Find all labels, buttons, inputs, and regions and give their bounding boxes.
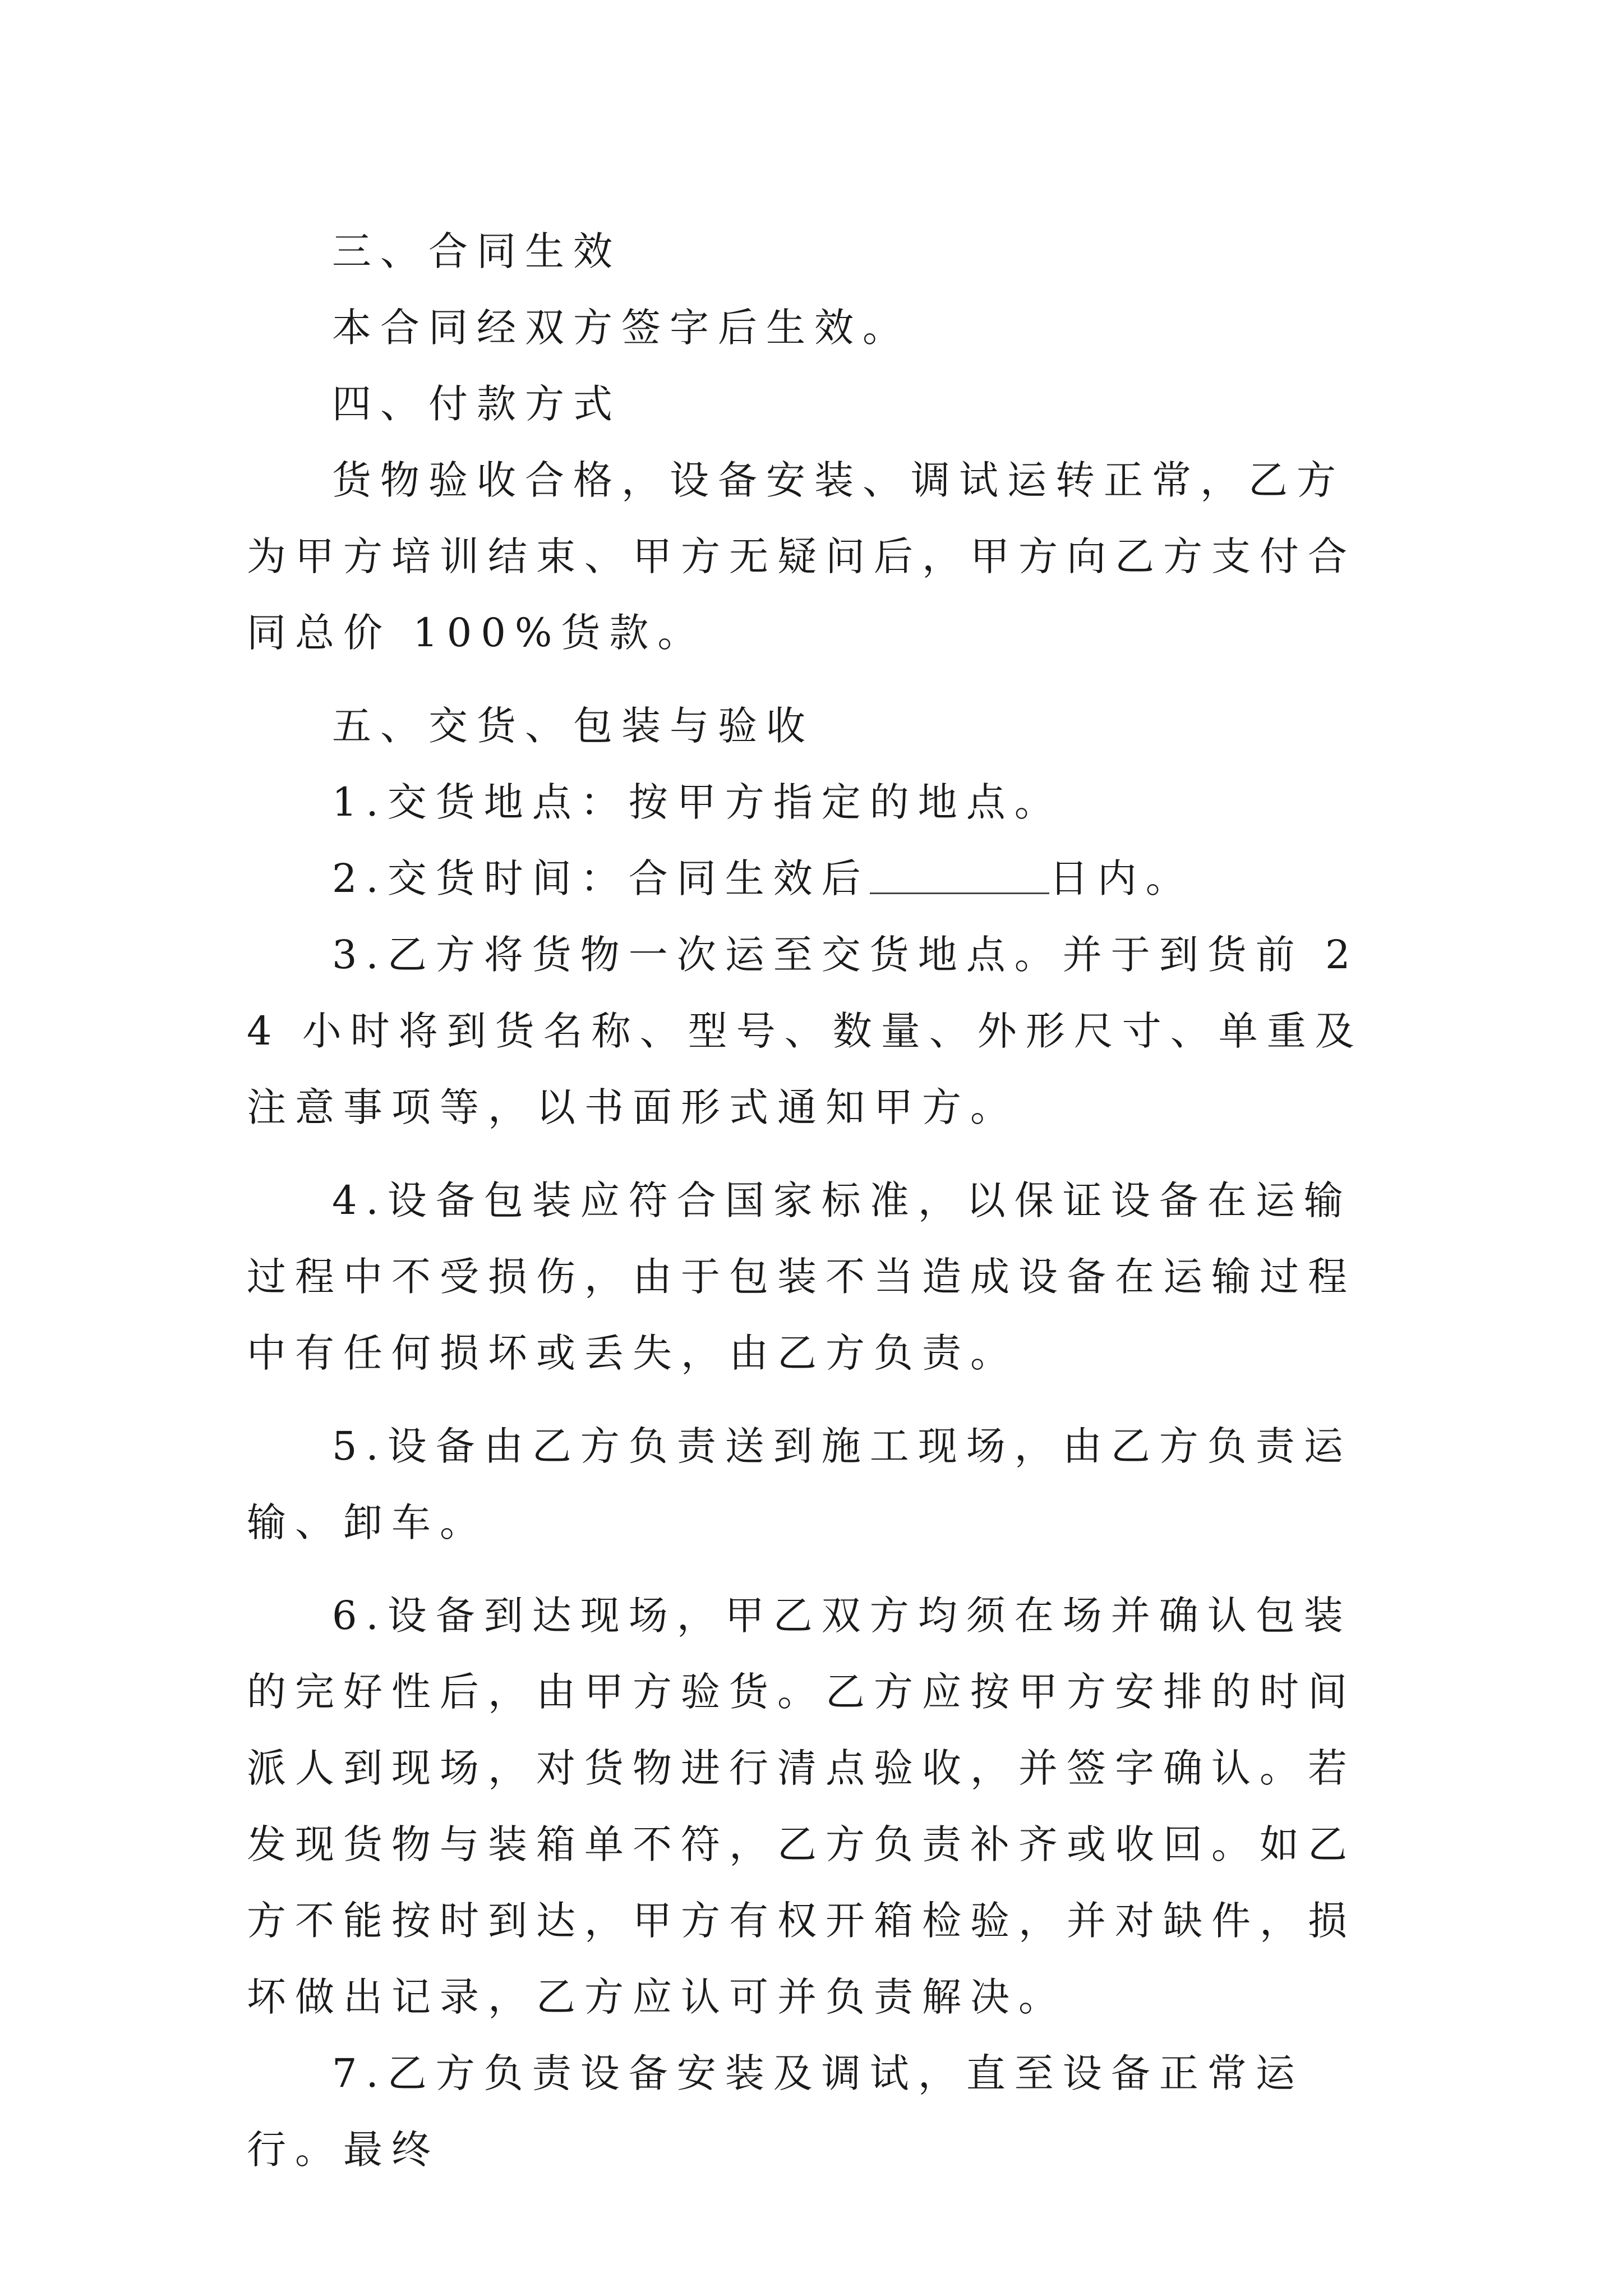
section-3-body: 本合同经双方签字后生效。	[332, 305, 911, 351]
delivery-item-7: 7.乙方负责设备安装及调试，直至设备正常运行。最终	[247, 2050, 1304, 2173]
delivery-item-3: 3.乙方将货物一次运至交货地点。并于到货前 24 小时将到货名称、型号、数量、外形尺寸、单重及注意事项等，以书面形式通知甲方。	[247, 932, 1363, 1130]
delivery-item-2-suffix: 日内。	[1049, 855, 1194, 901]
delivery-item-2	[247, 840, 1385, 917]
document-page	[247, 213, 1385, 2188]
delivery-item-6: 6.设备到达现场，甲乙双方均须在场并确认包装的完好性后，由甲方验货。乙方应按甲方安排的时间派人到现场，对货物进行清点验收，并签字确认。若发现货物与装箱单不符，乙方负责补齐或收回。如乙方不能按时到达，甲方有权开箱检验，并对缺件，损坏做出记录，乙方应认可并负责解决。	[247, 1593, 1356, 2020]
delivery-item-1: 1.交货地点：按甲方指定的地点。	[332, 779, 1063, 825]
delivery-item-4: 4.设备包装应符合国家标准，以保证设备在运输过程中不受损伤，由于包装不当造成设备在运输过程中有任何损坏或丢失，由乙方负责。	[247, 1177, 1356, 1376]
section-5-heading: 五、交货、包装与验收	[332, 703, 814, 749]
delivery-item-5: 5.设备由乙方负责送到施工现场，由乙方负责运输、卸车。	[247, 1423, 1352, 1545]
section-3-heading: 三、合同生效	[332, 228, 621, 274]
delivery-days-blank	[870, 855, 1049, 894]
section-4-body: 货物验收合格，设备安装、调试运转正常，乙方为甲方培训结束、甲方无疑问后，甲方向乙方支付合同总价 100%货款。	[247, 457, 1356, 656]
delivery-item-2-text: 2.交货时间：合同生效后	[332, 855, 870, 901]
section-4-heading: 四、付款方式	[332, 381, 621, 427]
